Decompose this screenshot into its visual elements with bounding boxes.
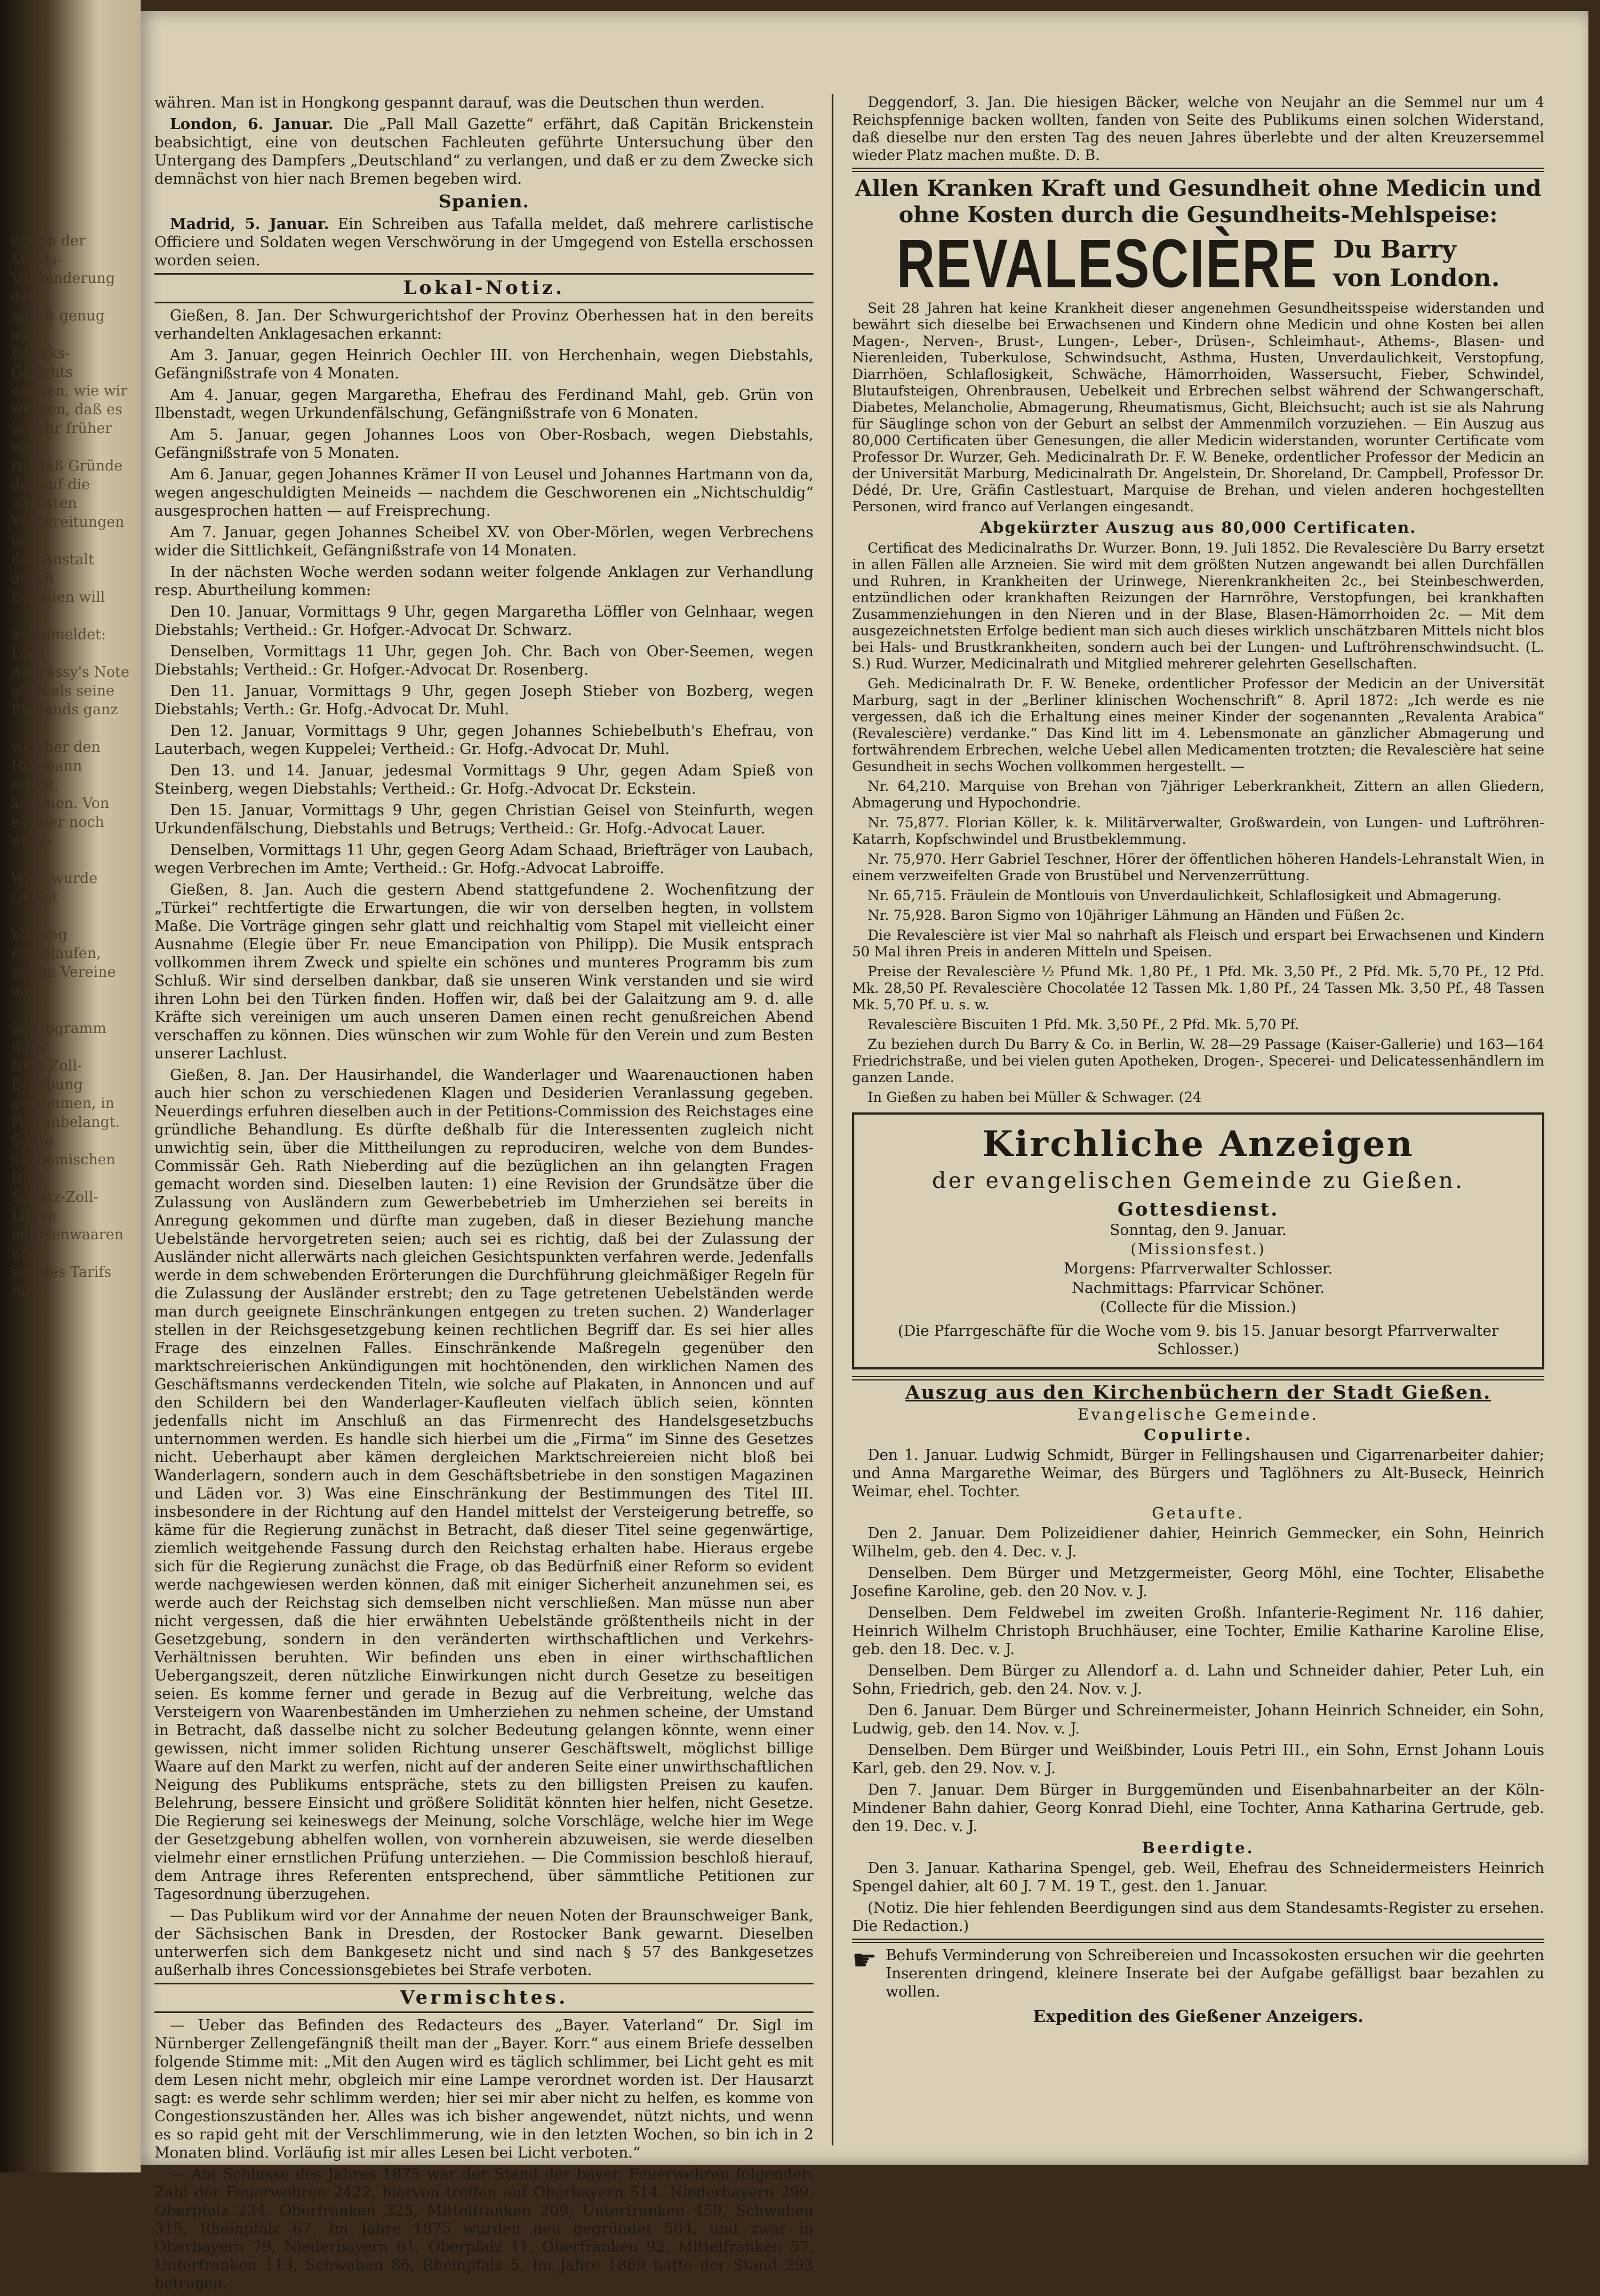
article-text: Ein Schreiben aus Tafalla meldet, daß mehrere carlistische Officiere und Soldaten wegen Verschwörung in der Umgegend von Estella erschossen worden seien. <box>154 216 814 269</box>
beerdigte-heading: Beerdigte. <box>1142 1839 1255 1857</box>
paragraph: Geh. Medicinalrath Dr. F. W. Beneke, ordentlicher Professor der Medicin an der Universität Marburg, sagt in der „Berliner klinischen Wochenschrift“ 8. April 1872: „Ich werde es nie vergessen, daß ich die Erhaltung eines meiner Kinder der sogenannten „Revalenta Arabica“ (Revalescière) verdanke.“ Das Kind litt im 4. Lebensmonate an gänzlicher Abmagerung und fortwährendem Erbrechen, welche Uebel allen Medicamenten trotzten; die Revalescière hat seine Gesundheit in sechs Wochen vollkommen hergestellt. — <box>852 676 1544 774</box>
divider <box>852 1376 1544 1380</box>
paragraph: Denselben. Dem Bürger zu Allendorf a. d. Lahn und Schneider dahier, Peter Luh, ein Sohn, Friedrich, geb. den 24. Nov. v. J. <box>852 1662 1544 1698</box>
paragraph: In der nächsten Woche werden sodann weiter folgende Anklagen zur Verhandlung resp. Aburtheilung kommen: <box>154 564 814 599</box>
ad-extract-heading: Abgekürzter Auszug aus 80,000 Certificaten. <box>980 518 1417 537</box>
paragraph: Gießen, 8. Jan. Der Hausirhandel, die Wanderlager und Waarenauctionen haben auch hier schon zu verschiedenen Klagen und Desiderien Veranlassung gegeben. Neuerdings erfuhren dieselben auch in der Petitions-Commission des Reichstages eine gründliche Behandlung. Es dürfte deßhalb für die Interessenten zugleich nicht unwichtig sein, über die Mittheilungen zu reproduciren, welche von dem Bundes-Commissär Geh. Rath Nieberding auf die bezüglichen an ihn gelangten Fragen gemacht worden sind. Dieselben lauten: 1) eine Revision der Grundsätze über die Zulassung von Ausländern zum Gewerbebetrieb im Umherziehen sei bereits in Anregung gekommen und dürfte man zugeben, daß in dieser Beziehung manche Uebelstände hervorgetreten seien; auch sei es richtig, daß bei der Zulassung der Ausländer nicht allerwärts nach gleichen Gesichtspunkten verfahren werde. Jedenfalls werde in dem schwebenden Erörterungen die Durchführung gleichmäßiger Regeln für die Zulassung der Ausländer erstrebt; den zu Tage getretenen Uebelständen werde man durch geeignete Einschränkungen entgegen zu treten suchen. 2) Wanderlager stellen in der Reichsgesetzgebung keinen rechtlichen Begriff dar. Es sei hier alles Frage des einzelnen Falles. Einschränkende Maßregeln gegenüber den marktschreierischen Ankündigungen mit hochtönenden, den wirklichen Namen des Geschäftsmanns verdeckenden Titeln, wie solche auf Plakaten, in Annoncen und auf den Schildern bei den Wanderlager-Kaufleuten vielfach üblich seien, könnten jedenfalls nicht im Anschluß an das Firmenrecht des Handelsgesetzbuchs unternommen werden. Es handle sich hierbei um die „Firma“ im Sinne des Gesetzes nicht. Ueberhaupt aber kämen dergleichen Marktschreiereien nicht bloß bei Wanderlagern, sondern auch in dem Geschäftsbetriebe in den sonstigen Magazinen und Läden vor. 3) Was eine Einschränkung der Bestimmungen des Titel III. insbesondere in der Richtung auf den Handel mittelst der Versteigerung betreffe, so käme für die Regierung zunächst in Betracht, daß dieser Titel seine gegenwärtige, ziemlich weitgehende Fassung durch den Reichstag erhalten habe. Hieraus ergebe sich für die Regierung zunächst die Frage, ob das Bedürfniß einer Reform so evident werde nachgewiesen werden können, daß mit einiger Sicherheit anzunehmen sei, es werde auch der Reichstag sich demselben nicht verschließen. Man müsse nun aber nicht vergessen, daß die hier erwähnten Uebelstände größtentheils nicht in der Gesetzgebung, sondern in den veränderten wirthschaftlichen und Verkehrs-Verhältnissen beruhten. Wir befinden uns eben in einer wirthschaftlichen Uebergangszeit, deren nützliche Einwirkungen nicht durch Gesetze zu beseitigen seien. Es komme ferner und gerade in Bezug auf die Verbreitung, welche das Versteigern von Waarenbeständen im Umherziehen zu nehmen scheine, der Umstand in Betracht, daß dasselbe nicht zu solcher Bedeutung gelangen könnte, wenn einer gewissen, nicht immer soliden Richtung unserer Geschäftswelt, möglichst billige Waare auf den Markt zu werfen, nicht auf der anderen Seite einer unwirthschaftlichen Neigung des Publikums entspräche, stets zu den billigsten Preisen zu kaufen. Belehrung, bessere Einsicht und größere Solidität könnten hier helfen, nicht Gesetze. Die Regierung sei keineswegs der Meinung, solche Vorschläge, welche hier im Wege der Gesetzgebung abhelfen wollen, von vornherein abzuweisen, sie werde dieselben vielmehr einer ernstlichen Prüfung unterziehen. — Die Commission beschloß hierauf, dem Antrage ihres Referenten entsprechend, über sämmtliche Petitionen zur Tagesordnung überzugehen. <box>154 1067 814 1903</box>
ad-intro <box>852 300 1544 515</box>
brand-sub-line: von London. <box>1333 264 1500 292</box>
paragraph: Den 7. Januar. Dem Bürger in Burggemünden und Eisenbahnarbeiter an der Köln-Mindener Bahn dahier, Georg Konrad Diehl, eine Tochter, Anna Katharina Gertrude, geb. den 19. Dec. v. J. <box>852 1781 1544 1835</box>
section-heading-vermischtes: Vermischtes. <box>400 1987 568 2009</box>
paragraph: Preise der Revalescière ½ Pfund Mk. 1,80 Pf., 1 Pfd. Mk. 3,50 Pf., 2 Pfd. Mk. 5,70 Pf., 12 Pfd. Mk. 28,50 Pf. Revalescière Chocolatée 12 Tassen Mk. 1,80 Pf., 24 Tassen Mk. 3,50 Pf., 48 Tassen Mk. 5,70 Pf. u. s. w. <box>852 964 1544 1013</box>
ad-certificates <box>852 540 1544 1106</box>
paragraph: Nr. 64,210. Marquise von Brehan von 7jähriger Leberkrankheit, Zittern an allen Gliedern, Abmagerung und Hypochondrie. <box>852 778 1544 811</box>
church-subtitle: der evangelischen Gemeinde zu Gießen. <box>932 1168 1465 1194</box>
paragraph: Am 6. Januar, gegen Johannes Krämer II von Leusel und Johannes Hartmann von da, wegen angeschuldigten Meineids — nachdem die Geschworenen ein „Nichtschuldig“ ausgesprochen hatten — auf Freisprechung. <box>154 466 814 520</box>
divider <box>154 273 814 275</box>
paragraph: Denselben, Vormittags 11 Uhr, gegen Joh. Chr. Bach von Ober-Seemen, wegen Diebstahls; Vertheid.: Gr. Hofger.-Advocat Dr. Rosenberg. <box>154 643 814 678</box>
pointing-hand-icon: ☛ <box>852 1944 877 1976</box>
paragraph: Nr. 75,877. Florian Köller, k. k. Militärverwalter, Großwardein, von Lungen- und Luftröhren-Katarrh, Kopfschwindel und Brustbeklemmung. <box>852 815 1544 847</box>
paragraph: Certificat des Medicinalraths Dr. Wurzer. Bonn, 19. Juli 1852. Die Revalescière Du Barry ersetzt in allen Fällen alle Arzneien. Sie wird mit dem größten Nutzen angewandt bei allen Durchfällen und Ruhren, in Krankheiten der Urinwege, Nierenkrankheiten 2c., bei Steinbeschwerden, entzündlichen oder krankhaften Reizungen der Harnröhre, Verstopfungen, bei krankhaften Zusammenziehungen in den Nieren und in der Blase, Blasen-Hämorrhoiden 2c. — Mit dem ausgezeichnetsten Erfolge bedient man sich auch dieses wirklich unschätzbaren Mittels nicht blos bei Hals- und Brustkrankheiten, sondern auch bei der Lungen- und Luftröhrenschwindsucht. (L. S.) Rud. Wurzer, Medicinalrath und Mitglied mehrerer gelehrten Gesellschaften. <box>852 540 1544 672</box>
paragraph: Den 6. Januar. Dem Bürger und Schreinermeister, Johann Heinrich Schneider, ein Sohn, Ludwig, geb. den 14. Nov. v. J. <box>852 1702 1544 1737</box>
paragraph: Seit 28 Jahren hat keine Krankheit dieser angenehmen Gesundheitsspeise widerstanden und bewährt sich dieselbe bei Erwachsenen und Kindern ohne Medicin und ohne Kosten bei allen Magen-, Nerven-, Brust-, Lungen-, Leber-, Drüsen-, Schleimhaut-, Athems-, Blasen- und Nierenleiden, Tuberkulose, Schwindsucht, Asthma, Husten, Unverdaulichkeit, Verstopfung, Diarrhöen, Schlaflosigkeit, Schwäche, Hämorrhoiden, Wassersucht, Fieber, Schwindel, Blutaufsteigen, Ohrenbrausen, Uebelkeit und Erbrechen selbst während der Schwangerschaft, Diabetes, Melancholie, Abmagerung, Rheumatismus, Gicht, Bleichsucht; auch ist sie als Nahrung für Säuglinge schon von der Geburt an selbst der Ammenmilch vorzuziehen. — Ein Auszug aus 80,000 Certificaten über Genesungen, die aller Medicin widerstanden, worunter Certificate vom Professor Dr. Wurzer, Geh. Medicinalrath Dr. F. W. Beneke, ordentlicher Professor der Medicin an der Universität Marburg, Medicinalrath Dr. Angelstein, Dr. Shoreland, Dr. Campbell, Professor Dr. Dédé, Dr. Ure, Gräfin Castlestuart, Marquise de Brehan, und vielen anderen hochgestellten Personen, wird franco auf Verlangen eingesandt. <box>852 300 1544 515</box>
right-column <box>852 94 1544 2026</box>
paragraph: Den 10. Januar, Vormittags 9 Uhr, gegen Margaretha Löffler von Gelnhaar, wegen Diebstahls; Vertheid.: Gr. Hofger.-Advocat Dr. Schwarz. <box>154 603 814 639</box>
revalesciere-advertisement <box>852 175 1544 1106</box>
getaufte-heading: Getaufte. <box>1152 1504 1245 1522</box>
church-line: Nachmittags: Pfarrvicar Schöner. <box>1072 1280 1325 1297</box>
divider <box>852 168 1544 172</box>
paragraph: Denselben. Dem Feldwebel im zweiten Großh. Infanterie-Regiment Nr. 116 dahier, Heinrich Wilhelm Christoph Bruchhäuser, eine Tochter, Emilie Katharine Karoline Elise, geb. den 18. Dec. v. J. <box>852 1604 1544 1658</box>
paragraph: Die Revalescière ist vier Mal so nahrhaft als Fleisch und erspart bei Erwachsenen und Kindern 50 Mal ihren Preis in anderen Mitteln und Speisen. <box>852 927 1544 960</box>
article-london <box>154 115 814 188</box>
church-line: Sonntag, den 9. Januar. <box>1110 1222 1287 1239</box>
section-heading-lokal: Lokal-Notiz. <box>403 277 565 299</box>
paragraph: Gießen, 8. Jan. Auch die gestern Abend stattgefundene 2. Wochenfitzung der „Türkei“ rechtfertigte die Erwartungen, die wir von derselben hegten, in vollstem Maße. Die Vorträge gingen sehr glatt und reichhaltig vom Stapel mit vielleicht einer Ausnahme (Elegie über Fr. neue Emancipation von Philipp). Die Musik entsprach vollkommen ihrem Zweck und spielte ein schönes und munteres Programm bis zum Schluß. Wir sind derselben dankbar, daß sie unseren Wink verstanden und sie wird ihren Lohn bei den Türken finden. Hoffen wir, daß bei der Galaitzung am 9. d. alle Kräfte sich vereinigen um auch unseren Damen einen recht genußreichen Abend verschaffen zu können. Dies wünschen wir zum Wohle für den Verein und zum Besten unserer Lachlust. <box>154 881 814 1062</box>
paragraph: — Ueber das Befinden des Redacteurs des „Bayer. Vaterland“ Dr. Sigl im Nürnberger Zellengefängniß theilt man der „Bayer. Korr.“ aus einem Briefe desselben folgende Stimme mit: „Mit den Augen wird es täglich schlimmer, bei Licht geht es mit dem Lesen nicht mehr, obgleich mir eine Lampe verordnet worden ist. Der Hausarzt sagt: es werde sehr schlimm werden; hier sei mir aber nicht zu helfen, es komme von Congestionszuständen her. Alles was ich bisher angewendet, nützt nichts, und wenn es so rapid geht mit der Verschlimmerung, wie in den letzten Wochen, so bin ich in 2 Monaten blind. Vorläufig ist mir alles Lesen bei Licht verboten.“ <box>154 2017 814 2161</box>
copulirte-heading: Copulirte. <box>1143 1426 1253 1444</box>
ad-brand <box>852 225 1544 302</box>
register-entry: Den 1. Januar. Ludwig Schmidt, Bürger in Fellingshausen und Cigarrenarbeiter dahier; und Anna Margarethe Weimar, des Bürgers und Taglöhners zu Alt-Buseck, Heinrich Weimar, ehel. Tochter. <box>852 1447 1544 1500</box>
gottesdienst-heading: Gottesdienst. <box>1117 1198 1279 1221</box>
church-line: (Die Pfarrgeschäfte für die Woche vom 9. bis 15. Januar besorgt Pfarrverwalter Schlosser.) <box>897 1323 1499 1358</box>
paragraph: Revalescière Biscuiten 1 Pfd. Mk. 3,50 Pf., 2 Pfd. Mk. 5,70 Pf. <box>868 1016 1299 1032</box>
church-register <box>852 1384 1544 1935</box>
paragraph: — Das Publikum wird vor der Annahme der neuen Noten der Braunschweiger Bank, der Sächsischen Bank in Dresden, der Rostocker Bank gewarnt. Dieselben unterwerfen sich dem Bankgesetz nicht und sind nach § 57 des Bankgesetzes außerhalb ihres Concessionsgebietes bei Strafe verboten. <box>154 1907 814 1979</box>
divider <box>154 2011 814 2013</box>
divider <box>154 302 814 303</box>
paragraph: Nr. 65,715. Fräulein de Montlouis von Unverdaulichkeit, Schlaflosigkeit und Abmagerung. <box>868 887 1502 903</box>
register-entry: Den 3. Januar. Katharina Spengel, geb. Weil, Ehefrau des Schneidermeisters Heinrich Spengel dahier, alt 60 J. 7 M. 19 T., gest. den 1. Januar. <box>852 1860 1544 1895</box>
paragraph: Am 5. Januar, gegen Johannes Loos von Ober-Rosbach, wegen Diebstahls, Gefängnißstrafe von 5 Monaten. <box>154 426 814 462</box>
paragraph: — Am Schlusse des Jahres 1875 war der Stand der bayer. Feuerwehren folgender: Zahl der Feuerwehren 2422, hiervon treffen auf Oberbayern 514, Niederbayern 299, Oberpfalz 234, Oberfranken 325, Mittelfranken 209, Unterfranken 459, Schwaben 315, Rheinpfalz 67. Im Jahre 1875 wurden neu gegründet 504, und zwar in Oberbayern 79, Niederbayern 61, Oberpfalz 11, Oberfranken 92, Mittelfranken 57, Unterfranken 113, Schwaben 86, Rheinpfalz 5. Im Jahre 1869 hatte der Stand 293 betragen. <box>154 2166 814 2292</box>
paragraph: Den 13. und 14. Januar, jedesmal Vormittags 9 Uhr, gegen Adam Spieß von Steinberg, wegen Diebstahls; Vertheid.: Gr. Hofg.-Advocat Dr. Eckstein. <box>154 762 814 798</box>
paragraph: Am 4. Januar, gegen Margaretha, Ehefrau des Ferdinand Mahl, geb. Grün von Ilbenstadt, wegen Urkundenfälschung, Gefängnißstrafe von 6 Monaten. <box>154 387 814 422</box>
column-divider <box>832 94 833 2145</box>
expedition-signature: Expedition des Gießener Anzeigers. <box>1032 2007 1364 2026</box>
payment-notice <box>852 1946 1544 2004</box>
brand-name: REVALESCIÈRE <box>896 225 1318 302</box>
paragraph: Nr. 75,928. Baron Sigmo von 10jähriger Lähmung an Händen und Füßen 2c. <box>868 907 1405 923</box>
church-line: (Collecte für die Mission.) <box>1100 1299 1297 1316</box>
paragraph: Denselben, Vormittags 11 Uhr, gegen Georg Adam Schaad, Briefträger von Laubach, wegen Verbrechen im Amte; Vertheid.: Gr. Hofg.-Advocat Labroiffe. <box>154 842 814 877</box>
church-line: (Missionsfest.) <box>1130 1241 1266 1258</box>
ad-headline: Allen Kranken Kraft und Gesundheit ohne Medicin und ohne Kosten durch die Gesundheits-Mehlspeise: <box>855 175 1542 228</box>
brand-origin <box>1333 236 1500 293</box>
dateline: Madrid, 5. Januar. <box>170 216 329 233</box>
register-title: Auszug aus den Kirchenbüchern der Stadt Gießen. <box>905 1382 1491 1404</box>
church-line: Morgens: Pfarrverwalter Schlosser. <box>1063 1260 1333 1277</box>
paragraph: Am 3. Januar, gegen Heinrich Oechler III. von Herchenhain, wegen Diebstahls, Gefängnißstrafe von 4 Monaten. <box>154 347 814 382</box>
newspaper-page <box>141 11 1588 2292</box>
baptisms <box>852 1524 1544 1835</box>
article-madrid <box>154 215 814 270</box>
paragraph: Nr. 75,970. Herr Gabriel Teschner, Hörer der öffentlichen höheren Handels-Lehranstalt Wien, in einem verzweifelten Grade von Brustübel und Nervenzerrüttung. <box>852 851 1544 884</box>
church-title: Kirchliche Anzeigen <box>982 1123 1414 1165</box>
article-deggendorf: Deggendorf, 3. Jan. Die hiesigen Bäcker, welche von Neujahr an die Semmel nur um 4 Reichspfennige backen wollten, fanden von Seite des Publikums einen solchen Widerstand, daß dieselbe nur den ersten Tag des neuen Jahres überlebte und der alten Kreuzersemmel wieder Platz machen mußte. D. B. <box>852 94 1544 164</box>
divider <box>154 1983 814 1984</box>
church-announcements-box <box>852 1112 1544 1369</box>
left-column <box>154 94 814 2296</box>
article-continuation: währen. Man ist in Hongkong gespannt darauf, was die Deutschen thun werden. <box>154 94 765 111</box>
section-heading-spanien: Spanien. <box>438 191 529 212</box>
lokal-body <box>154 307 814 1979</box>
paragraph: Den 11. Januar, Vormittags 9 Uhr, gegen Joseph Stieber von Bozberg, wegen Diebstahls; Verth.: Gr. Hofg.-Advocat Dr. Muhl. <box>154 683 814 718</box>
paragraph: Denselben. Dem Bürger und Weißbinder, Louis Petri III., ein Sohn, Ernst Johann Louis Karl, geb. den 29. Nov. v. J. <box>852 1742 1544 1777</box>
adjacent-page-fragment: uction der Staats- Verminderung des nit oft genug an- Bezirks-Gerichts ommen, wie wir werden, daß es in sehr früher er- rn, daß Gründe der auf die nächsten Vorbereitungen in den Anstalt durch befinden will an gemeldet: Lord Andrassy's Note glich als seine Englands ganz welcher den Hohmann erlebt, kommen. Von es aber noch unbe- Wahl wurde Gneist klärung eingelaufen, pel im Vereine mit in Programm ihrer freie Zoll-Erhebung genommen, in Poli anbelangt. Sollte ökonomischen Rich- Schutz-Zoll-Linien in Eisenwaaren und sen des Tarifs für <box>11 233 130 1299</box>
paragraph: In Gießen zu haben bei Müller & Schwager. (24 <box>868 1089 1202 1105</box>
paragraph: Den 12. Januar, Vormittags 9 Uhr, gegen Johannes Schiebelbuth's Ehefrau, von Lauterbach, wegen Kuppelei; Vertheid.: Gr. Hofg.-Advocat Dr. Muhl. <box>154 722 814 758</box>
paragraph: Den 15. Januar, Vormittags 9 Uhr, gegen Christian Geisel von Steinfurth, wegen Urkundenfälschung, Diebstahls und Betrugs; Vertheid.: Gr. Hofg.-Advocat Lauer. <box>154 802 814 837</box>
dateline: London, 6. Januar. <box>170 116 334 133</box>
register-subtitle: Evangelische Gemeinde. <box>1077 1405 1319 1423</box>
notice-text: Behufs Verminderung von Schreibereien und Incassokosten ersuchen wir die geehrten Inserenten dringend, kleinere Inserate bei der Aufgabe gefälligst baar bezahlen zu wollen. <box>885 1947 1544 2000</box>
paragraph: Zu beziehen durch Du Barry & Co. in Berlin, W. 28—29 Passage (Kaiser-Gallerie) und 163—164 Friedrichstraße, und bei vielen guten Apotheken, Drogen-, Specerei- und Delicatessenhändlern im ganzen Lande. <box>852 1036 1544 1085</box>
binding-edge <box>0 0 141 2172</box>
paragraph: Am 7. Januar, gegen Johannes Scheibel XV. von Ober-Mörlen, wegen Verbrechens wider die Sittlichkeit, Gefängnißstrafe von 14 Monaten. <box>154 524 814 559</box>
paragraph: Gießen, 8. Jan. Der Schwurgerichtshof der Provinz Oberhessen hat in den bereits verhandelten Anklagesachen erkannt: <box>154 307 814 342</box>
paragraph: Denselben. Dem Bürger und Metzgermeister, Georg Möhl, eine Tochter, Elisabethe Josefine Karoline, geb. den 20 Nov. v. J. <box>852 1565 1544 1600</box>
divider <box>852 1939 1544 1943</box>
brand-sub-line: Du Barry <box>1333 236 1457 264</box>
article-text: Die „Pall Mall Gazette“ erfährt, daß Capitän Brickenstein beabsichtigt, eine von deutschen Fachleuten geführte Untersuchung über den Untergang des Dampfers „Deutschland“ zu verlangen, und daß er zu dem Zwecke sich demnächst von hier nach Bremen begeben wird. <box>154 116 814 188</box>
vermischtes-body <box>154 2016 814 2293</box>
paragraph: Den 2. Januar. Dem Polizeidiener dahier, Heinrich Gemmecker, ein Sohn, Heinrich Wilhelm, geb. den 4. Dec. v. J. <box>852 1525 1544 1560</box>
register-notice: (Notiz. Die hier fehlenden Beerdigungen sind aus dem Standesamts-Register zu ersehen. Die Redaction.) <box>852 1899 1544 1935</box>
